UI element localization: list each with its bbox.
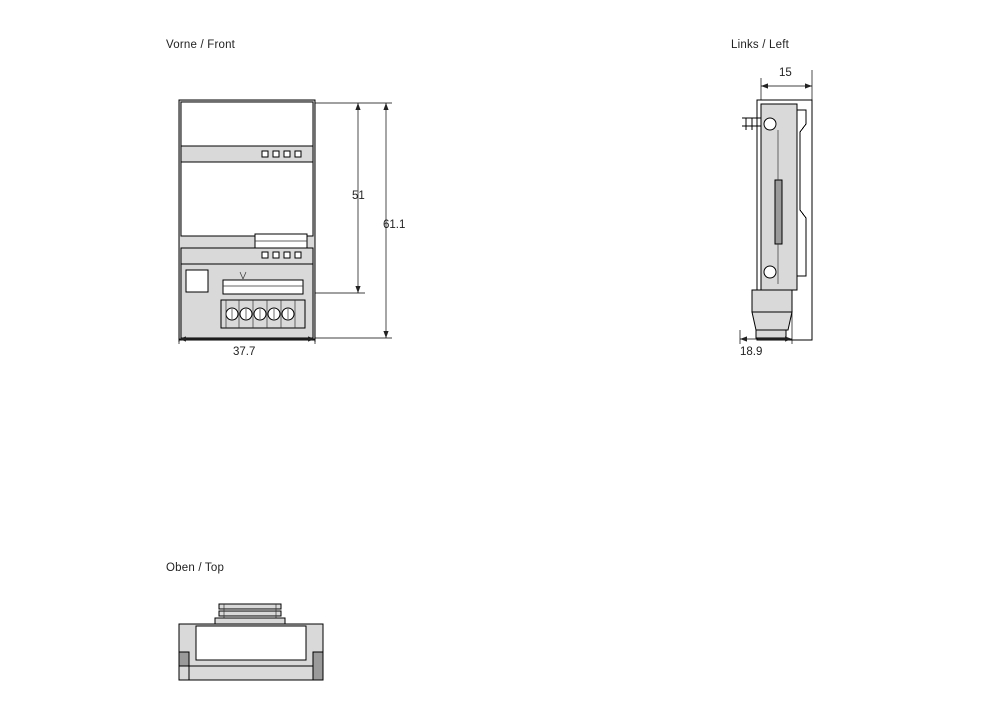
dimension-front-inner-height: 51	[352, 190, 365, 202]
dimension-front-width: 37.7	[233, 346, 256, 358]
view-label-front: Vorne / Front	[166, 39, 236, 51]
view-label-left: Links / Left	[731, 39, 790, 51]
front-view-module	[179, 100, 315, 340]
dimension-left-bottom-depth: 18.9	[740, 346, 763, 358]
dimension-left-top-depth: 15	[779, 67, 792, 79]
view-label-top: Oben / Top	[166, 562, 225, 574]
left-view-module	[742, 100, 812, 340]
top-view-module	[179, 604, 323, 680]
dimension-front-total-height: 61.1	[383, 219, 406, 231]
